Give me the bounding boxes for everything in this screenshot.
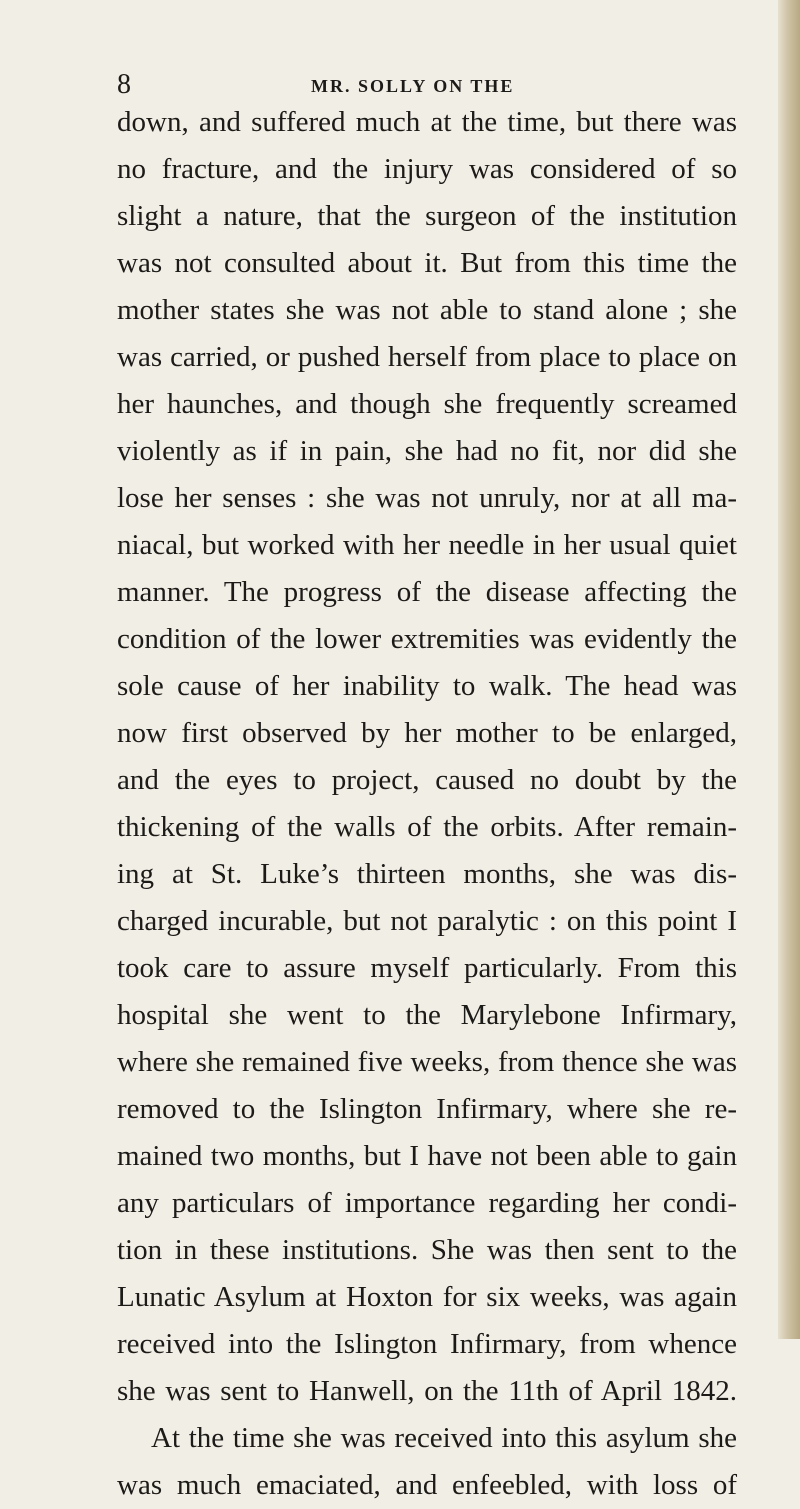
text-line: condition of the lower extremities was evidently the [117,623,737,655]
text-line: manner. The progress of the disease affecting the [117,576,737,608]
text-line: was much emaciated, and enfeebled, with loss of [117,1469,737,1501]
text-line: now first observed by her mother to be enlarged, [117,717,737,749]
text-line: her haunches, and though she frequently screamed [117,388,737,420]
text-line: thickening of the walls of the orbits. After remain- [117,811,737,843]
text-line: charged incurable, but not paralytic : on this point I [117,905,737,937]
text-line: was carried, or pushed herself from place to place on [117,341,737,373]
text-line: down, and suffered much at the time, but there was [117,106,737,138]
text-line: sole cause of her inability to walk. The head was [117,670,737,702]
text-line: violently as if in pain, she had no fit, nor did she [117,435,737,467]
text-line: slight a nature, that the surgeon of the institution [117,200,737,232]
body-text [117,99,737,1509]
text-line: hospital she went to the Marylebone Infirmary, [117,999,737,1031]
text-line: took care to assure myself particularly. From this [117,952,737,984]
text-line: At the time she was received into this asylum she [151,1422,737,1454]
text-line: she was sent to Hanwell, on the 11th of April 1842. [117,1375,737,1407]
running-head: MR. SOLLY ON THE [311,76,515,96]
text-line: no fracture, and the injury was considered of so [117,153,737,185]
page-number: 8 [117,69,131,100]
text-line: where she remained five weeks, from thence she was [117,1046,737,1078]
text-line: Lunatic Asylum at Hoxton for six weeks, was again [117,1281,737,1313]
text-line: tion in these institutions. She was then sent to the [117,1234,737,1266]
text-line: any particulars of importance regarding her condi- [117,1187,737,1219]
text-line: was not consulted about it. But from this time the [117,247,737,279]
text-line: niacal, but worked with her needle in her usual quiet [117,529,737,561]
text-line: mained two months, but I have not been able to gain [117,1140,737,1172]
text-line: ing at St. Luke’s thirteen months, she was dis- [117,858,737,890]
page-edge [778,0,800,1339]
text-line: removed to the Islington Infirmary, where she re- [117,1093,737,1125]
text-line: received into the Islington Infirmary, from whence [117,1328,737,1360]
text-line: lose her senses : she was not unruly, nor at all ma- [117,482,737,514]
text-line: and the eyes to project, caused no doubt by the [117,764,737,796]
text-line: mother states she was not able to stand alone ; she [117,294,737,326]
